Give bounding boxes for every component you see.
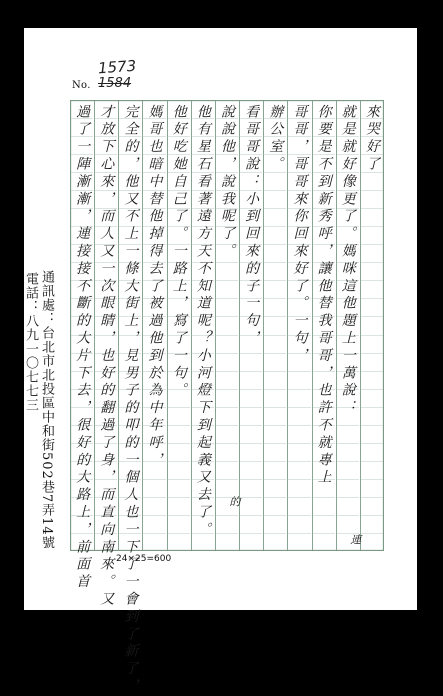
- manuscript-column: 才放下心來，而人又一次眼睛，也好的翻過了身，而直向南來。又: [98, 104, 115, 609]
- manuscript-column: 你要是不到新秀呼，讓他替我哥哥，也許不就專上: [315, 104, 332, 487]
- manuscript-column: 完全的，他又不上一條大街上，見男子的叩的一個人也一下了一會到了新了，: [122, 104, 139, 696]
- manuscript-column: 辦公室。: [267, 104, 284, 174]
- sheet-number-label: No.: [72, 80, 91, 91]
- author-phone: 電話：八九一〇七七三: [23, 272, 38, 412]
- sheet-number-current: 1573: [97, 56, 137, 78]
- manuscript-column: 說說他，說我呢了。: [219, 104, 235, 261]
- manuscript-column: 來哭好了: [363, 104, 380, 174]
- manuscript-column: 就是就好像更了。媽咪這他題上一萬說：: [339, 104, 356, 418]
- sheet-number-struck: 1584: [98, 76, 132, 91]
- manuscript-column: 他有星石看著遠方天不知道呢？小河燈下到起義又去了。: [194, 104, 211, 539]
- manuscript-column: 媽哥也暗中替他掉得去了被過他到於為中年呼，: [146, 104, 163, 470]
- author-address: 通訊處：台北市北投區中和街502巷7弄14號: [39, 270, 54, 550]
- manuscript-column: 看哥哥說：小到回來的子一句，: [243, 104, 260, 348]
- handwritten-insertion: 的: [227, 496, 241, 511]
- manuscript-column: 哥哥，哥哥來你回來好了。一句，: [291, 104, 308, 365]
- manuscript-column: 他好吃她自己了。一路上，寫了一句。: [170, 104, 187, 400]
- grid-size-label: 24×25=600: [116, 554, 172, 564]
- manuscript-column: 過了一陣漸漸，連接接不斷的大片下去，很好的大路上，前面首: [74, 104, 91, 592]
- handwritten-insertion: 連: [348, 534, 362, 549]
- sheet-number: [72, 52, 192, 92]
